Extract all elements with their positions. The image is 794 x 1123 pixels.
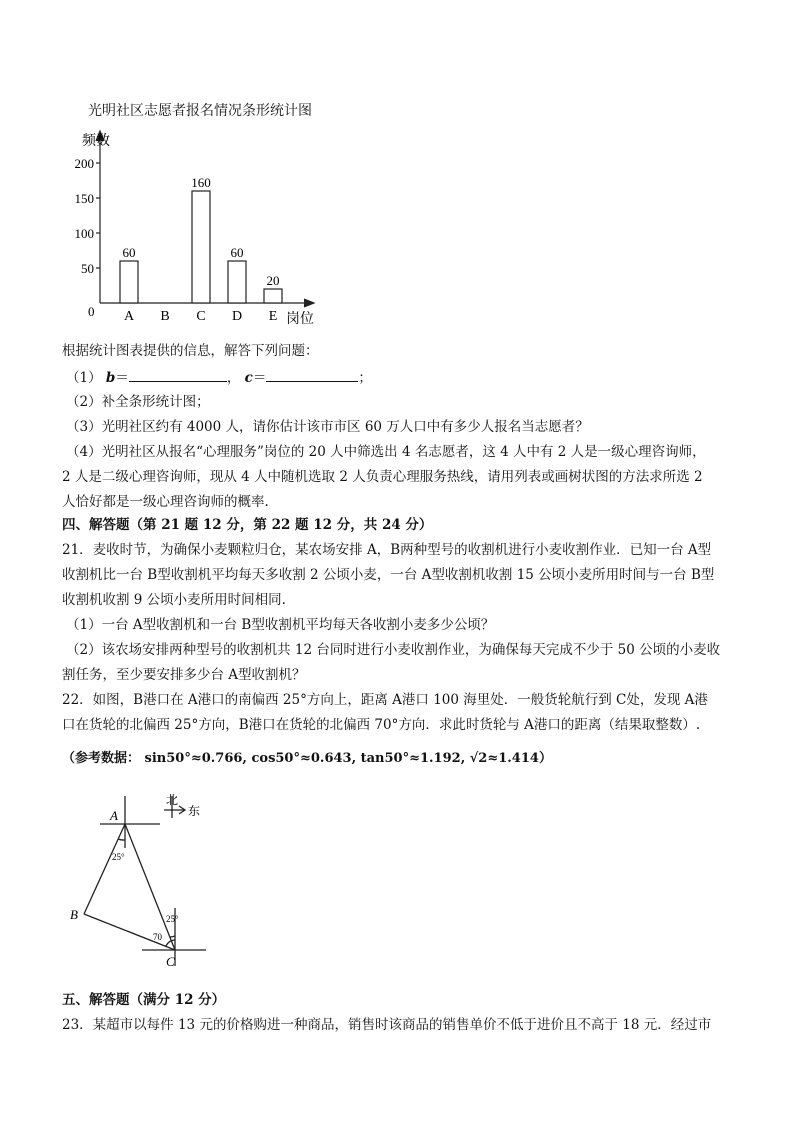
q21-sub1: （1）一台 A型收割机和一台 B型收割机平均每天各收割小麦多少公顷？: [66, 617, 495, 633]
var-b: b: [105, 370, 116, 386]
equals-sign: ＝: [115, 370, 129, 386]
angle-a-label: 25°: [112, 852, 125, 862]
y-tick-label: 150: [74, 191, 94, 206]
y-tick-label: 50: [81, 261, 94, 276]
bar-a: [120, 261, 138, 303]
bar-d: [228, 261, 246, 303]
answer-b-blank[interactable]: [129, 367, 227, 382]
q21-line1: 21．麦收时节，为确保小麦颗粒归仓，某农场安排 A，B两种型号的收割机进行小麦收割作业．已知一台 A型: [62, 542, 712, 558]
x-tick-label-c: C: [196, 309, 206, 324]
bar-e: [264, 289, 282, 303]
bar-chart: [60, 125, 330, 330]
data-label-a: 60: [122, 245, 136, 260]
x-tick-label-b: B: [160, 309, 170, 324]
q20-sub4-line3: 人恰好都是一级心理咨询师的概率.: [62, 494, 269, 510]
q21-line3: 收割机收割 9 公顷小麦所用时间相同.: [62, 592, 286, 608]
section-5-heading: 五、解答题（满分 12 分）: [62, 992, 226, 1008]
answer-c-blank[interactable]: [266, 367, 358, 382]
q21-line2: 收割机比一台 B型收割机平均每天多收割 2 公顷小麦，一台 A型收割机收割 15 公顷小麦所用时间与一台 B型: [62, 567, 715, 583]
equals-sign: ＝: [252, 370, 267, 386]
geometry-figure: [60, 788, 260, 978]
angle-arc-c1: [170, 936, 175, 937]
y-axis-label: 频数: [82, 134, 110, 149]
point-a-label: A: [110, 808, 118, 823]
q20-sub1-number: （1）: [66, 370, 102, 386]
var-c: c: [244, 370, 253, 386]
chart-title: 光明社区志愿者报名情况条形统计图: [88, 103, 312, 119]
point-b-label: B: [70, 907, 78, 922]
q23-line1: 23．某超市以每件 13 元的价格购进一种商品，销售时该商品的销售单价不低于进价且不高于 18 元．经过市: [62, 1017, 712, 1033]
angle-c2-label: 70: [153, 932, 162, 942]
data-label-d: 60: [230, 245, 244, 260]
q20-sub4-line2: 2 人是二级心理咨询师，现从 4 人中随机选取 2 人负责心理服务热线，请用列表或画树状图的方法求所选 2: [62, 469, 703, 485]
q22-line2: 口在货轮的北偏西 25°方向，B港口在货轮的北偏西 70°方向．求此时货轮与 A港口的距离（结果取整数）.: [62, 717, 701, 733]
q20-sub3: （3）光明社区约有 4000 人，请你估计该市市区 60 万人口中有多少人报名当志愿者？: [66, 419, 589, 435]
semicolon: ；: [358, 370, 372, 386]
label-north: 北: [166, 793, 179, 807]
y-tick-label: 200: [74, 156, 94, 171]
label-east: 东: [188, 804, 201, 818]
origin-label: 0: [88, 304, 95, 319]
separator: ，: [226, 370, 241, 386]
x-tick-label-a: A: [123, 309, 135, 324]
angle-arc-a: [118, 839, 125, 840]
x-tick-label-d: D: [231, 309, 243, 324]
angle-c1-label: 25°: [166, 914, 179, 924]
data-label-e: 20: [266, 273, 280, 288]
q22-line1: 22．如图，B港口在 A港口的南偏西 25°方向上，距离 A港口 100 海里处．一般货轮航行到 C处，发现 A港: [62, 692, 708, 708]
bar-c: [192, 191, 210, 303]
q20-intro: 根据统计图表提供的信息，解答下列问题：: [62, 343, 319, 359]
data-label-c: 160: [191, 175, 211, 190]
q20-sub1: [66, 367, 372, 387]
x-axis-arrow: [304, 299, 314, 307]
x-tick-label-e: E: [268, 309, 278, 324]
q20-sub2: （2）补全条形统计图；: [66, 394, 210, 410]
section-4-heading: 四、解答题（第 21 题 12 分，第 22 题 12 分，共 24 分）: [62, 517, 433, 533]
q21-sub2-line1: （2）该农场安排两种型号的收割机共 12 台同时进行小麦收割作业，为确保每天完成不少于 50 公顷的小麦收: [66, 642, 721, 658]
segment-ac: [125, 824, 175, 950]
y-tick-label: 100: [74, 226, 94, 241]
q21-sub2-line2: 割任务，至少要安排多少台 A型收割机？: [62, 667, 306, 683]
x-axis-label: 岗位: [286, 312, 314, 327]
q22-reference-data: （参考数据： sin50°≈0.766, cos50°≈0.643, tan50°≈1.192, √2≈1.414）: [62, 751, 552, 766]
point-c-label: C: [166, 954, 175, 969]
segment-ab: [84, 824, 125, 914]
q20-sub4-line1: （4）光明社区从报名“心理服务”岗位的 20 人中筛选出 4 名志愿者，这 4 人中有 2 人是一级心理咨询师，: [66, 444, 706, 460]
